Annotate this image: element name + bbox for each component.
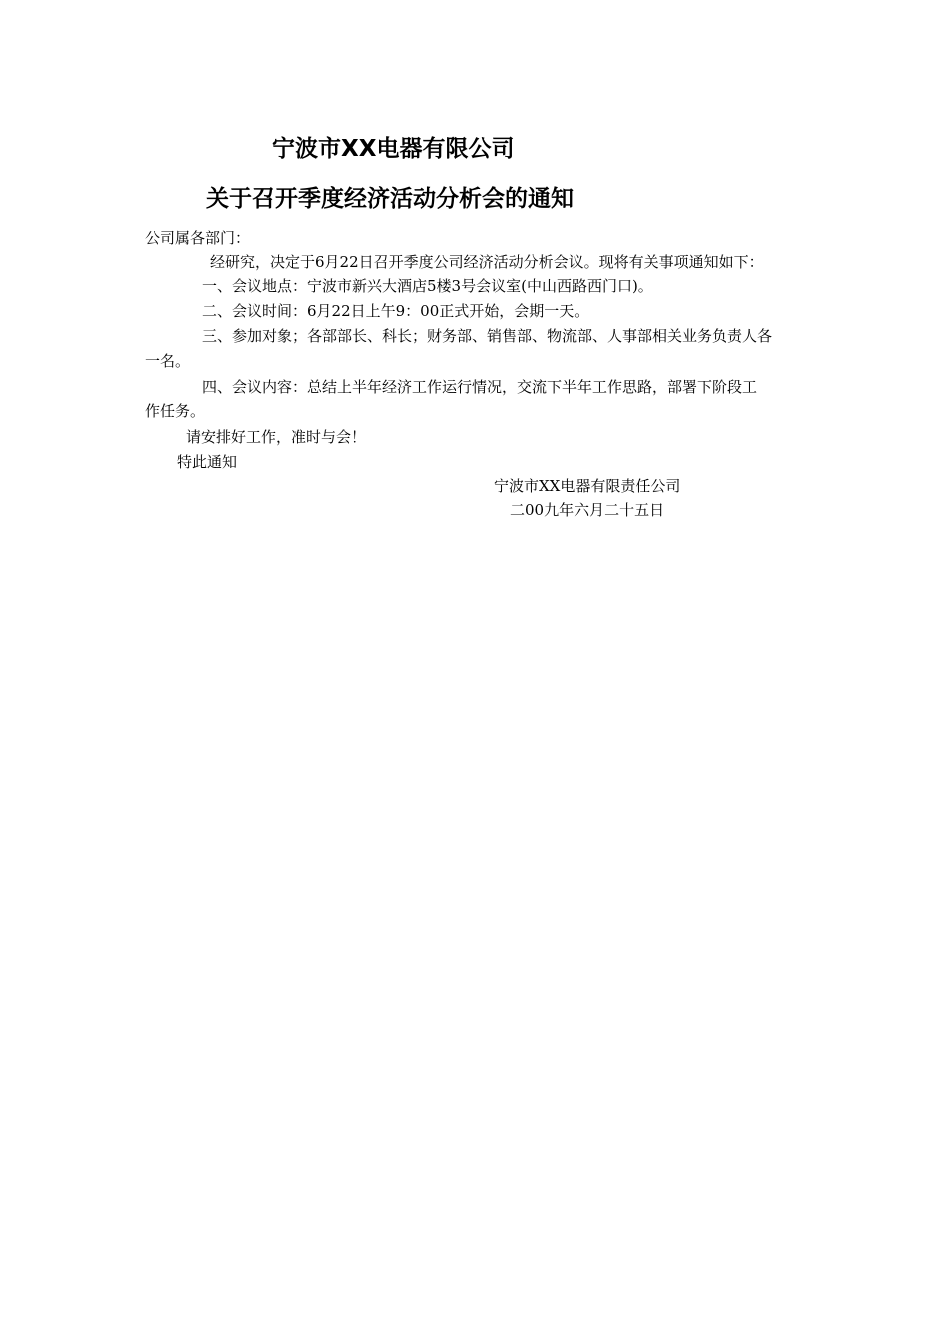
document-title-company: 宁波市XX电器有限公司 <box>272 136 515 162</box>
item-attendees-line2: 一名。 <box>145 352 191 370</box>
item-meeting-time: 二、会议时间：6月22日上午9：00正式开始，会期一天。 <box>202 302 590 320</box>
issue-date: 二00九年六月二十五日 <box>510 501 665 519</box>
item-attendees-line1: 三、参加对象；各部部长、科长；财务部、销售部、物流部、人事部相关业务负责人各 <box>202 327 773 345</box>
intro-paragraph: 经研究，决定于6月22日召开季度公司经济活动分析会议。现将有关事项通知如下： <box>210 253 764 271</box>
item-meeting-location: 一、会议地点：宁波市新兴大酒店5楼3号会议室(中山西路西门口)。 <box>202 277 653 295</box>
signer-company: 宁波市XX电器有限责任公司 <box>494 477 681 495</box>
item-meeting-content-line2: 作任务。 <box>145 402 206 420</box>
document-title-notice: 关于召开季度经济活动分析会的通知 <box>206 186 574 212</box>
closing-notice: 特此通知 <box>177 453 238 471</box>
salutation: 公司属各部门： <box>145 229 251 247</box>
item-meeting-content-line1: 四、会议内容：总结上半年经济工作运行情况，交流下半年工作思路，部署下阶段工 <box>202 378 758 396</box>
closing-request: 请安排好工作，准时与会！ <box>186 428 367 446</box>
